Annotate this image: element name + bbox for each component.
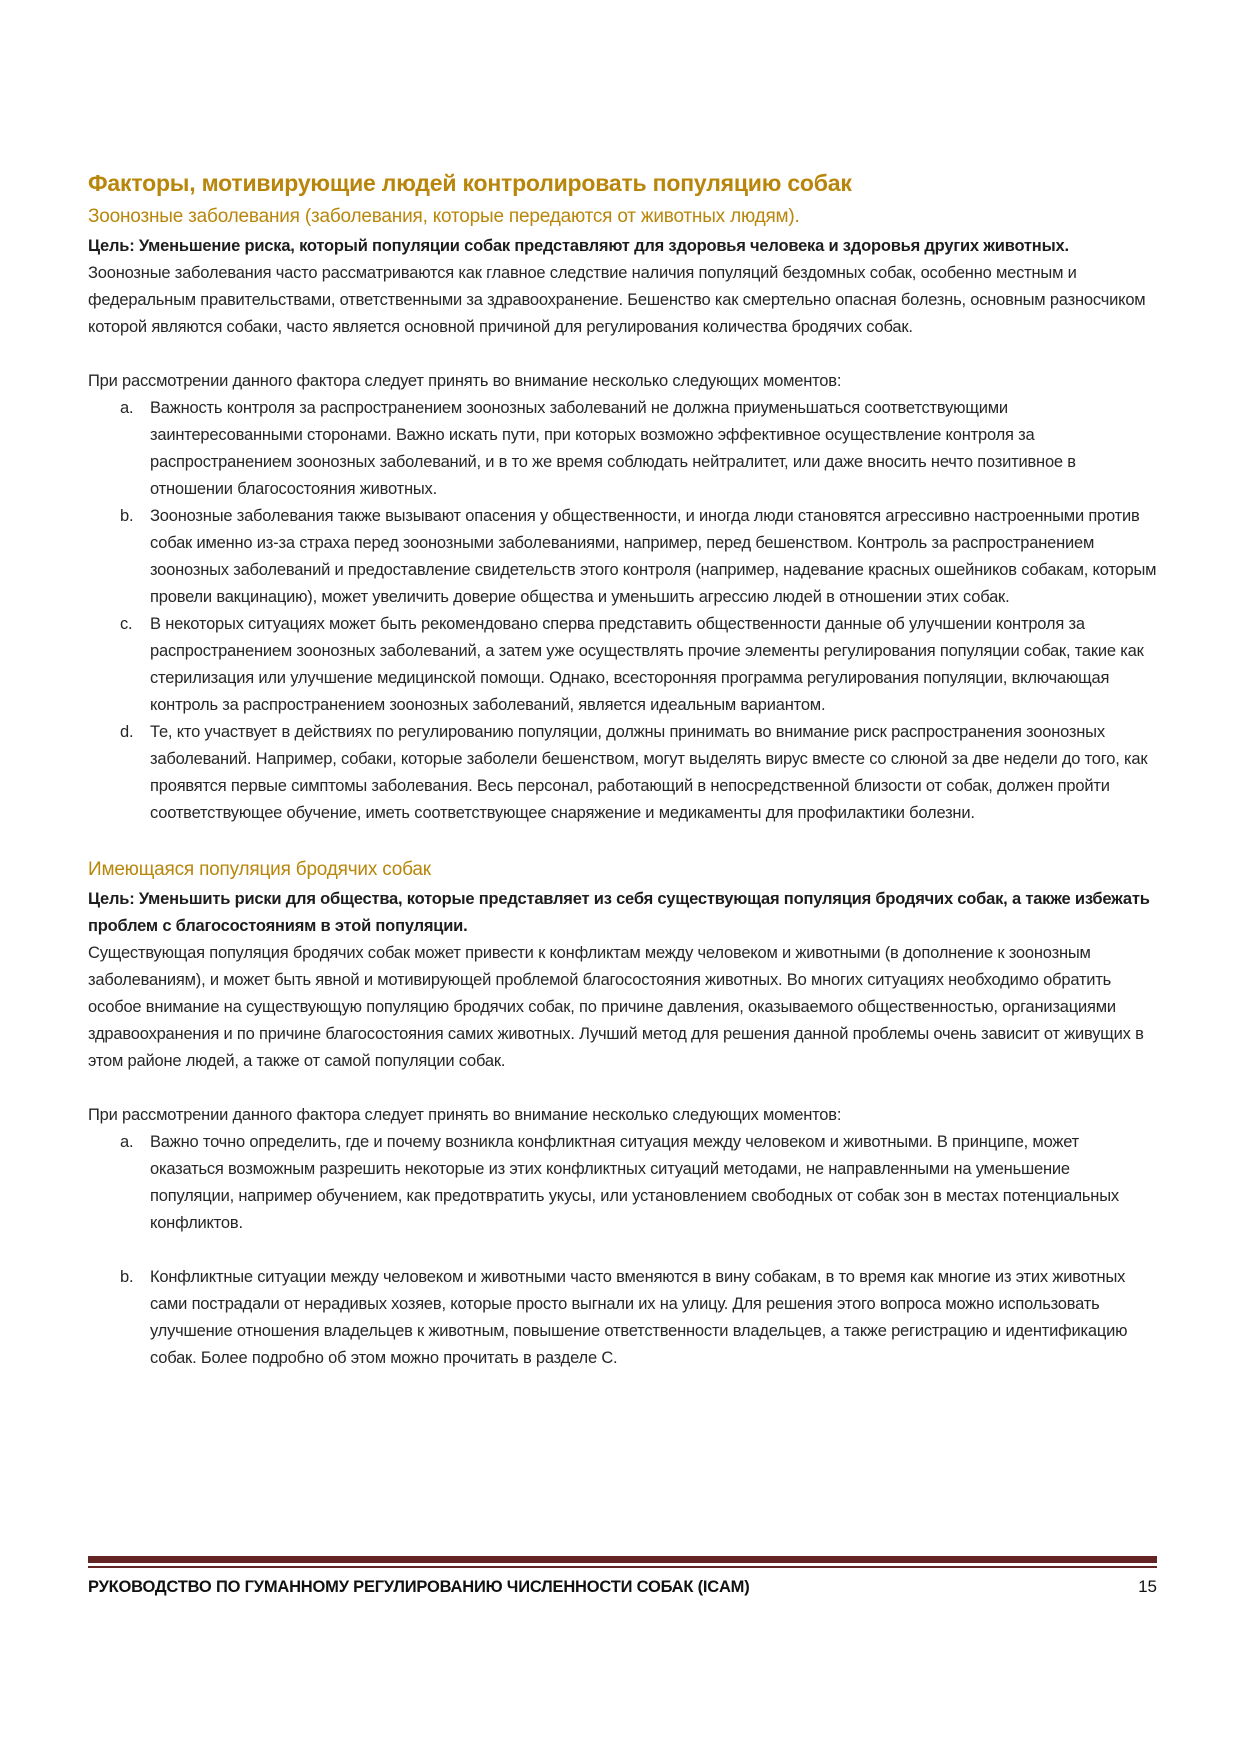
list-marker: d. [120, 723, 134, 741]
list-item-d [88, 719, 1157, 827]
list-marker: c. [120, 615, 133, 633]
section1-list [88, 395, 1157, 827]
footer-divider-rule [88, 1556, 1157, 1568]
list-item-text: Те, кто участвует в действиях по регулированию популяции, должны принимать во внимание риск распространения зоонозных заболеваний. Например, собаки, которые заболели бешенством, могут выделять вирус вместе со слюной за две недели до того, как проявятся первые симптомы заболевания. Весь персонал, работающий в непосредственной близости от собак, должен пройти соответствующее обучение, иметь соответствующее снаряжение и медикаменты для профилактики болезни. [150, 723, 1148, 822]
footer-document-title: РУКОВОДСТВО ПО ГУМАННОМУ РЕГУЛИРОВАНИЮ ЧИСЛЕННОСТИ СОБАК (ICAM) [88, 1578, 750, 1596]
section2-list [88, 1129, 1157, 1372]
section2-goal: Цель: Уменьшить риски для общества, которые представляет из себя существующая популяция бродячих собак, а также избежать проблем с благосостояниям в этой популяции. [88, 890, 1150, 935]
section1-intro-paragraph: Зоонозные заболевания часто рассматриваются как главное следствие наличия популяций бездомных собак, особенно местным и федеральным правительствами, ответственными за здравоохранение. Бешенство как смертельно опасная болезнь, основным разносчиком которой являются собаки, часто является основной причиной для регулирования количества бродячих собак. [88, 264, 1146, 336]
section1-subtitle: Зоонозные заболевания (заболевания, которые передаются от животных людям). [88, 206, 800, 227]
list-item-b [88, 1264, 1157, 1372]
list-item-a [88, 395, 1157, 503]
list-item-text: Зоонозные заболевания также вызывают опасения у общественности, и иногда люди становятся агрессивно настроенными против собак именно из-за страха перед зоонозными заболеваниями, например, перед бешенством. Контроль за распространением зоонозных заболеваний и предоставление свидетельств этого контроля (например, надевание красных ошейников собакам, которым провели вакцинацию), может увеличить доверие общества и уменьшить агрессию людей в отношении этих собак. [150, 507, 1157, 606]
section1-consider-line: При рассмотрении данного фактора следует принять во внимание несколько следующих моментов: [88, 372, 842, 390]
section2-intro-paragraph: Существующая популяция бродячих собак может привести к конфликтам между человеком и животными (в дополнение к зоонозным заболеваниям), и может быть явной и мотивирующей проблемой благосостояния животных. Во многих ситуациях необходимо обратить особое внимание на существующую популяцию бродячих собак, по причине давления, оказываемого общественностью, организациями здравоохранения и по причине благосостояния самих животных. Лучший метод для решения данной проблемы очень зависит от живущих в этом районе людей, а также от самой популяции собак. [88, 944, 1144, 1070]
list-marker: b. [120, 1268, 134, 1286]
section2-title: Имеющаяся популяция бродячих собак [88, 859, 431, 880]
list-item-text: Важность контроля за распространением зоонозных заболеваний не должна приуменьшаться соответствующими заинтересованными сторонами. Важно искать пути, при которых возможно эффективное осуществление контроля за распространением зоонозных заболеваний, и в то же время соблюдать нейтралитет, или даже вносить нечто позитивное в отношении благосостояния животных. [150, 399, 1076, 498]
list-item-c [88, 611, 1157, 719]
footer-page-number: 15 [1138, 1577, 1157, 1596]
list-item-text: Конфликтные ситуации между человеком и животными часто вменяются в вину собакам, в то время как многие из этих животных сами пострадали от нерадивых хозяев, которые просто выгнали их на улицу. Для решения этого вопроса можно использовать улучшение отношения владельцев к животным, повышение ответственности владельцев, а также регистрацию и идентификацию собак. Более подробно об этом можно прочитать в разделе C. [150, 1268, 1128, 1367]
footer-row [88, 1577, 1157, 1597]
list-item-a [88, 1129, 1157, 1237]
list-item-text: Важно точно определить, где и почему возникла конфликтная ситуация между человеком и животными. В принципе, может оказаться возможным разрешить некоторые из этих конфликтных ситуаций методами, не направленными на уменьшение популяции, например обучением, как предотвратить укусы, или установлением свободных от собак зон в местах потенциальных конфликтов. [150, 1133, 1119, 1232]
section1-goal: Цель: Уменьшение риска, который популяции собак представляют для здоровья человека и здоровья других животных. [88, 237, 1069, 255]
list-marker: a. [120, 1133, 134, 1151]
list-item-b [88, 503, 1157, 611]
section2-consider-line: При рассмотрении данного фактора следует принять во внимание несколько следующих моментов: [88, 1106, 842, 1124]
page-content [88, 168, 1157, 1372]
list-item-text: В некоторых ситуациях может быть рекомендовано сперва представить общественности данные об улучшении контроля за распространением зоонозных заболеваний, а затем уже осуществлять прочие элементы регулирования популяции собак, такие как стерилизация или улучшение медицинской помощи. Однако, всесторонняя программа регулирования популяции, включающая контроль за распространением зоонозных заболеваний, является идеальным вариантом. [150, 615, 1144, 714]
page-footer [88, 1556, 1157, 1597]
list-marker: b. [120, 507, 134, 525]
section1-title: Факторы, мотивирующие людей контролировать популяцию собак [88, 170, 852, 196]
list-marker: a. [120, 399, 134, 417]
